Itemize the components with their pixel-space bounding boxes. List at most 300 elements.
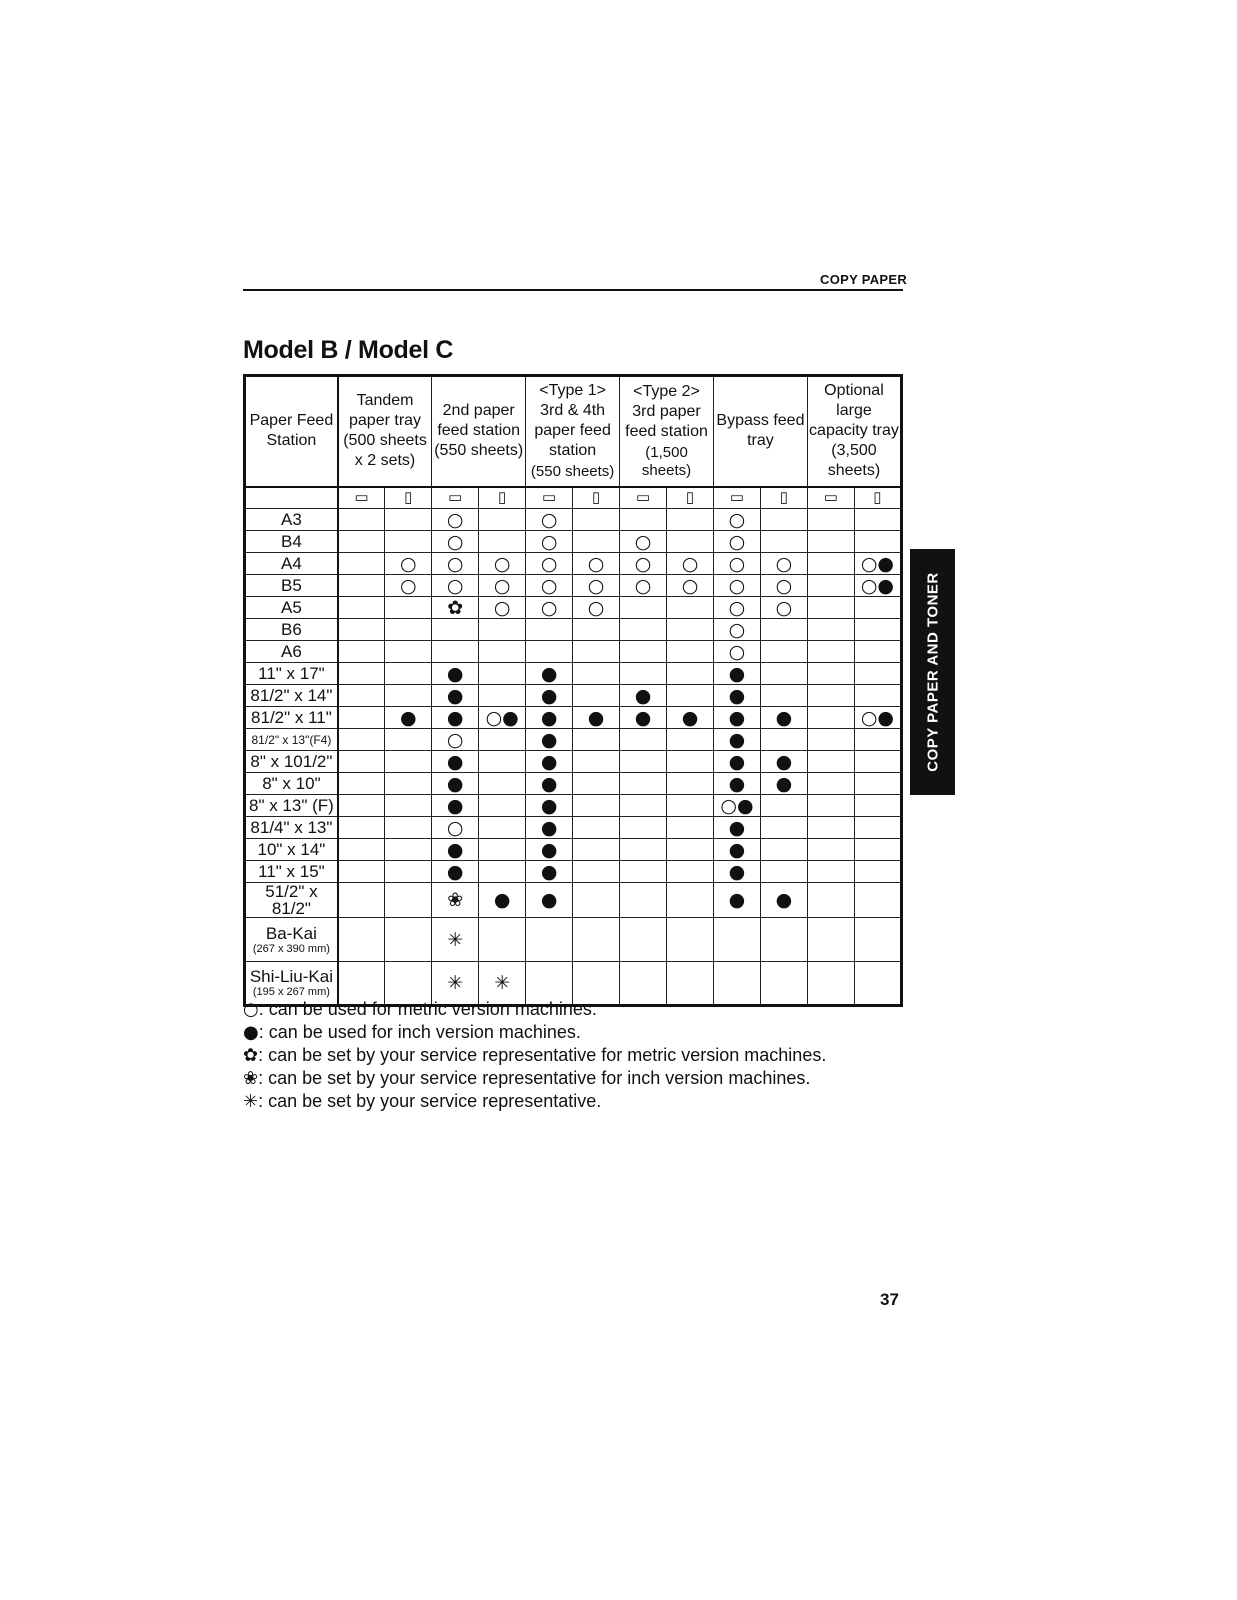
table-cell <box>620 918 667 962</box>
table-cell <box>667 883 714 918</box>
cell-mark: ● <box>446 684 464 707</box>
column-header <box>713 376 807 487</box>
table-cell <box>432 817 479 839</box>
table-cell <box>338 553 385 575</box>
legend-text: : can be set by your service representative for inch version machines. <box>258 1068 811 1088</box>
cell-mark: ● <box>540 772 558 795</box>
cell-mark: ○● <box>860 706 895 729</box>
table-cell <box>526 509 573 531</box>
table-cell <box>854 751 901 773</box>
table-cell <box>807 531 854 553</box>
table-cell <box>713 707 760 729</box>
table-cell <box>620 619 667 641</box>
paper-feed-table-container <box>243 374 903 998</box>
row-label <box>245 817 338 839</box>
corner-header: Paper Feed Station <box>245 376 338 487</box>
table-cell <box>620 641 667 663</box>
cell-mark: ● <box>540 750 558 773</box>
cell-mark: ○ <box>634 574 652 597</box>
table-header-row <box>245 376 902 487</box>
legend-item <box>243 998 826 1021</box>
cell-mark: ● <box>728 860 746 883</box>
cell-mark: ● <box>728 889 746 911</box>
table-cell <box>385 729 432 751</box>
table-cell <box>526 685 573 707</box>
table-cell <box>573 883 620 918</box>
cell-mark: ● <box>446 706 464 729</box>
table-cell <box>713 597 760 619</box>
table-cell <box>713 685 760 707</box>
table-cell <box>432 839 479 861</box>
table-cell <box>573 509 620 531</box>
table-cell <box>620 795 667 817</box>
row-label <box>245 918 338 962</box>
table-cell <box>854 641 901 663</box>
cell-mark: ○ <box>728 530 746 553</box>
table-cell <box>479 839 526 861</box>
side-tab-label: COPY PAPER AND TONER <box>924 572 941 772</box>
cell-mark: ○ <box>728 640 746 663</box>
table-cell <box>573 575 620 597</box>
cell-mark: ● <box>446 838 464 861</box>
table-cell <box>385 795 432 817</box>
table-cell <box>807 817 854 839</box>
table-cell <box>667 751 714 773</box>
table-cell <box>573 839 620 861</box>
table-cell <box>713 795 760 817</box>
table-cell <box>385 597 432 619</box>
table-cell <box>667 817 714 839</box>
cell-mark: ○ <box>540 508 558 531</box>
table-cell <box>760 531 807 553</box>
table-cell <box>385 553 432 575</box>
row-label-text: 8" x 10" <box>262 774 321 793</box>
cell-mark: ○ <box>728 618 746 641</box>
table-cell <box>338 641 385 663</box>
row-label <box>245 553 338 575</box>
table-cell <box>573 773 620 795</box>
column-header-label: <Type 1> 3rd & 4th paper feed station <box>534 381 611 459</box>
column-header <box>432 376 526 487</box>
table-cell <box>338 663 385 685</box>
table-cell <box>338 597 385 619</box>
table-cell <box>385 751 432 773</box>
cell-mark: ○ <box>493 552 511 575</box>
paper-feed-table <box>243 374 903 1007</box>
table-cell <box>760 883 807 918</box>
table-cell <box>713 817 760 839</box>
table-cell <box>479 817 526 839</box>
table-cell <box>713 729 760 751</box>
table-cell <box>338 531 385 553</box>
table-cell <box>385 883 432 918</box>
table-cell <box>479 575 526 597</box>
cell-mark: ○● <box>485 706 519 729</box>
table-cell <box>526 641 573 663</box>
table-cell <box>526 795 573 817</box>
table-cell <box>667 641 714 663</box>
table-cell <box>338 839 385 861</box>
table-cell <box>807 773 854 795</box>
cell-mark: ● <box>540 816 558 839</box>
table-row <box>245 509 902 531</box>
portrait-feed-icon: ▯ <box>667 487 714 509</box>
table-cell <box>713 663 760 685</box>
table-cell <box>854 509 901 531</box>
cell-mark: ✳ <box>447 972 464 994</box>
column-header <box>338 376 432 487</box>
side-tab <box>910 549 955 795</box>
legend-symbol: ✿ <box>243 1045 259 1066</box>
table-cell <box>479 795 526 817</box>
table-row <box>245 641 902 663</box>
table-cell <box>667 795 714 817</box>
table-row <box>245 751 902 773</box>
legend-item <box>243 1021 826 1044</box>
table-cell <box>479 707 526 729</box>
table-cell <box>385 918 432 962</box>
cell-mark: ● <box>540 889 558 911</box>
row-label-text: 51/2" x 81/2" <box>265 882 318 918</box>
legend-text: : can be used for metric version machines. <box>258 999 597 1019</box>
row-label-text: 11" x 15" <box>258 862 325 881</box>
cell-mark: ○ <box>446 728 464 751</box>
table-cell <box>573 707 620 729</box>
table-cell <box>338 751 385 773</box>
table-cell <box>526 918 573 962</box>
table-cell <box>667 619 714 641</box>
table-cell <box>760 597 807 619</box>
table-cell <box>667 663 714 685</box>
table-cell <box>854 817 901 839</box>
table-cell <box>807 575 854 597</box>
table-cell <box>526 729 573 751</box>
table-cell <box>432 707 479 729</box>
table-cell <box>573 918 620 962</box>
table-cell <box>807 685 854 707</box>
column-header <box>526 376 620 487</box>
table-row <box>245 663 902 685</box>
table-cell <box>620 597 667 619</box>
table-cell <box>854 795 901 817</box>
table-row <box>245 861 902 883</box>
table-cell <box>667 839 714 861</box>
table-cell <box>713 918 760 962</box>
table-cell <box>432 795 479 817</box>
cell-mark: ○● <box>720 794 754 817</box>
cell-mark: ● <box>446 794 464 817</box>
cell-mark: ● <box>728 662 746 685</box>
table-cell <box>338 773 385 795</box>
table-row <box>245 839 902 861</box>
table-cell <box>432 509 479 531</box>
row-label <box>245 575 338 597</box>
table-cell <box>432 918 479 962</box>
table-cell <box>713 553 760 575</box>
table-cell <box>854 861 901 883</box>
table-cell <box>479 773 526 795</box>
cell-mark: ○ <box>728 574 746 597</box>
row-label-text: B5 <box>281 576 302 595</box>
table-cell <box>432 685 479 707</box>
table-cell <box>807 707 854 729</box>
column-header <box>620 376 714 487</box>
table-cell <box>667 597 714 619</box>
cell-mark: ● <box>728 772 746 795</box>
table-cell <box>713 839 760 861</box>
table-cell <box>479 641 526 663</box>
table-cell <box>526 773 573 795</box>
table-cell <box>479 531 526 553</box>
table-cell <box>760 575 807 597</box>
table-cell <box>338 861 385 883</box>
table-row <box>245 619 902 641</box>
table-cell <box>667 685 714 707</box>
cell-mark: ✳ <box>494 972 511 994</box>
cell-mark: ○ <box>634 530 652 553</box>
cell-mark: ○ <box>775 552 793 575</box>
table-cell <box>479 729 526 751</box>
table-cell <box>573 641 620 663</box>
table-cell <box>526 663 573 685</box>
table-cell <box>526 883 573 918</box>
table-cell <box>760 663 807 685</box>
table-cell <box>479 861 526 883</box>
table-cell <box>526 553 573 575</box>
legend-item <box>243 1090 826 1113</box>
row-label-sub: (195 x 267 mm) <box>252 986 330 998</box>
row-label-text: Ba-Kai <box>265 923 317 943</box>
row-label <box>245 773 338 795</box>
table-cell <box>432 619 479 641</box>
table-cell <box>385 861 432 883</box>
table-cell <box>620 839 667 861</box>
header-rule <box>243 289 903 291</box>
table-cell <box>338 707 385 729</box>
running-head: COPY PAPER <box>820 272 908 287</box>
table-cell <box>713 861 760 883</box>
table-cell <box>620 861 667 883</box>
cell-mark: ○ <box>540 552 558 575</box>
cell-mark: ● <box>775 750 793 773</box>
row-label <box>245 641 338 663</box>
table-cell <box>760 553 807 575</box>
table-cell <box>667 773 714 795</box>
table-cell <box>526 619 573 641</box>
cell-mark: ● <box>728 816 746 839</box>
table-cell <box>807 751 854 773</box>
table-cell <box>854 883 901 918</box>
table-cell <box>620 751 667 773</box>
table-cell <box>573 817 620 839</box>
table-cell <box>526 597 573 619</box>
portrait-feed-icon: ▯ <box>760 487 807 509</box>
table-cell <box>667 509 714 531</box>
cell-mark: ● <box>446 860 464 883</box>
table-cell <box>807 641 854 663</box>
cell-mark: ● <box>540 794 558 817</box>
table-cell <box>338 685 385 707</box>
table-cell <box>760 861 807 883</box>
table-cell <box>667 861 714 883</box>
row-label-text: A6 <box>281 642 302 661</box>
table-cell <box>760 839 807 861</box>
cell-mark: ● <box>634 684 652 707</box>
landscape-feed-icon: ▭ <box>807 487 854 509</box>
table-cell <box>573 553 620 575</box>
cell-mark: ● <box>775 889 793 911</box>
cell-mark: ○ <box>446 574 464 597</box>
landscape-feed-icon: ▭ <box>620 487 667 509</box>
cell-mark: ○● <box>860 574 895 597</box>
cell-mark: ○ <box>399 552 417 575</box>
cell-mark: ● <box>540 684 558 707</box>
table-cell <box>713 509 760 531</box>
table-cell <box>807 663 854 685</box>
table-cell <box>807 861 854 883</box>
legend-text: : can be set by your service representative for metric version machines. <box>258 1045 827 1065</box>
cell-mark: ○ <box>540 596 558 619</box>
table-cell <box>713 575 760 597</box>
table-cell <box>760 795 807 817</box>
cell-mark: ✿ <box>447 596 464 619</box>
table-cell <box>854 773 901 795</box>
landscape-feed-icon: ▭ <box>432 487 479 509</box>
row-label <box>245 861 338 883</box>
row-label-text: 81/4" x 13" <box>250 818 333 837</box>
row-label-text: 81/2" x 14" <box>250 686 333 705</box>
table-cell <box>620 773 667 795</box>
cell-mark: ● <box>728 750 746 773</box>
column-header <box>807 376 901 487</box>
table-cell <box>338 918 385 962</box>
cell-mark: ● <box>681 706 699 729</box>
cell-mark: ● <box>728 838 746 861</box>
table-cell <box>432 641 479 663</box>
row-label <box>245 509 338 531</box>
portrait-feed-icon: ▯ <box>479 487 526 509</box>
table-cell <box>760 707 807 729</box>
table-cell <box>479 685 526 707</box>
table-cell <box>479 883 526 918</box>
table-cell <box>338 795 385 817</box>
table-cell <box>854 839 901 861</box>
table-cell <box>760 773 807 795</box>
cell-mark: ○ <box>728 508 746 531</box>
column-header-label: Optional large capacity tray (3,500 sheets) <box>809 382 899 480</box>
column-header-note: (1,500 sheets) <box>641 443 692 480</box>
table-cell <box>854 663 901 685</box>
table-cell <box>526 531 573 553</box>
row-label <box>245 707 338 729</box>
cell-mark: ○ <box>775 596 793 619</box>
portrait-feed-icon: ▯ <box>854 487 901 509</box>
row-label <box>245 883 338 918</box>
cell-mark: ● <box>540 860 558 883</box>
table-cell <box>760 509 807 531</box>
table-cell <box>667 918 714 962</box>
table-cell <box>479 663 526 685</box>
row-label-text: 10" x 14" <box>257 840 326 859</box>
column-header-label: Tandem paper tray (500 sheets x 2 sets) <box>343 392 427 470</box>
table-cell <box>479 597 526 619</box>
table-cell <box>385 531 432 553</box>
cell-mark: ● <box>728 728 746 751</box>
table-cell <box>432 575 479 597</box>
table-cell <box>526 817 573 839</box>
table-cell <box>479 918 526 962</box>
table-cell <box>807 918 854 962</box>
table-row <box>245 597 902 619</box>
cell-mark: ● <box>540 728 558 751</box>
table-cell <box>667 531 714 553</box>
legend-symbol: ✳ <box>243 1091 259 1112</box>
table-cell <box>713 531 760 553</box>
table-cell <box>854 619 901 641</box>
cell-mark: ● <box>399 706 417 729</box>
table-cell <box>338 883 385 918</box>
table-cell <box>385 663 432 685</box>
table-cell <box>526 707 573 729</box>
table-cell <box>854 729 901 751</box>
row-label-text: 8" x 101/2" <box>250 752 333 771</box>
table-cell <box>620 685 667 707</box>
table-cell <box>432 861 479 883</box>
table-cell <box>385 817 432 839</box>
table-row <box>245 685 902 707</box>
table-cell <box>385 685 432 707</box>
row-label <box>245 751 338 773</box>
cell-mark: ● <box>540 662 558 685</box>
table-cell <box>573 861 620 883</box>
row-label <box>245 729 338 751</box>
legend-text: : can be set by your service representative. <box>258 1091 602 1111</box>
row-label-text: Shi-Liu-Kai <box>249 967 333 986</box>
table-cell <box>479 751 526 773</box>
cell-mark: ● <box>540 838 558 861</box>
table-cell <box>573 531 620 553</box>
cell-mark: ○ <box>587 552 605 575</box>
table-cell <box>620 817 667 839</box>
landscape-feed-icon: ▭ <box>713 487 760 509</box>
column-header-note: (550 sheets) <box>530 462 615 480</box>
cell-mark: ○ <box>446 530 464 553</box>
table-cell <box>760 751 807 773</box>
table-cell <box>807 553 854 575</box>
table-cell <box>573 729 620 751</box>
table-cell <box>854 918 901 962</box>
table-cell <box>620 729 667 751</box>
table-cell <box>620 663 667 685</box>
table-cell <box>807 597 854 619</box>
table-row <box>245 817 902 839</box>
table-cell <box>854 962 901 1006</box>
row-label-text: 11" x 17" <box>258 664 325 683</box>
portrait-feed-icon: ▯ <box>385 487 432 509</box>
table-cell <box>526 839 573 861</box>
row-label-text: 8" x 13" (F) <box>249 796 334 815</box>
table-cell <box>620 553 667 575</box>
table-cell <box>667 729 714 751</box>
table-cell <box>620 531 667 553</box>
table-cell <box>620 575 667 597</box>
table-cell <box>526 751 573 773</box>
table-cell <box>385 839 432 861</box>
table-cell <box>432 883 479 918</box>
table-cell <box>713 751 760 773</box>
row-label-text: A3 <box>281 510 302 529</box>
table-cell <box>620 883 667 918</box>
